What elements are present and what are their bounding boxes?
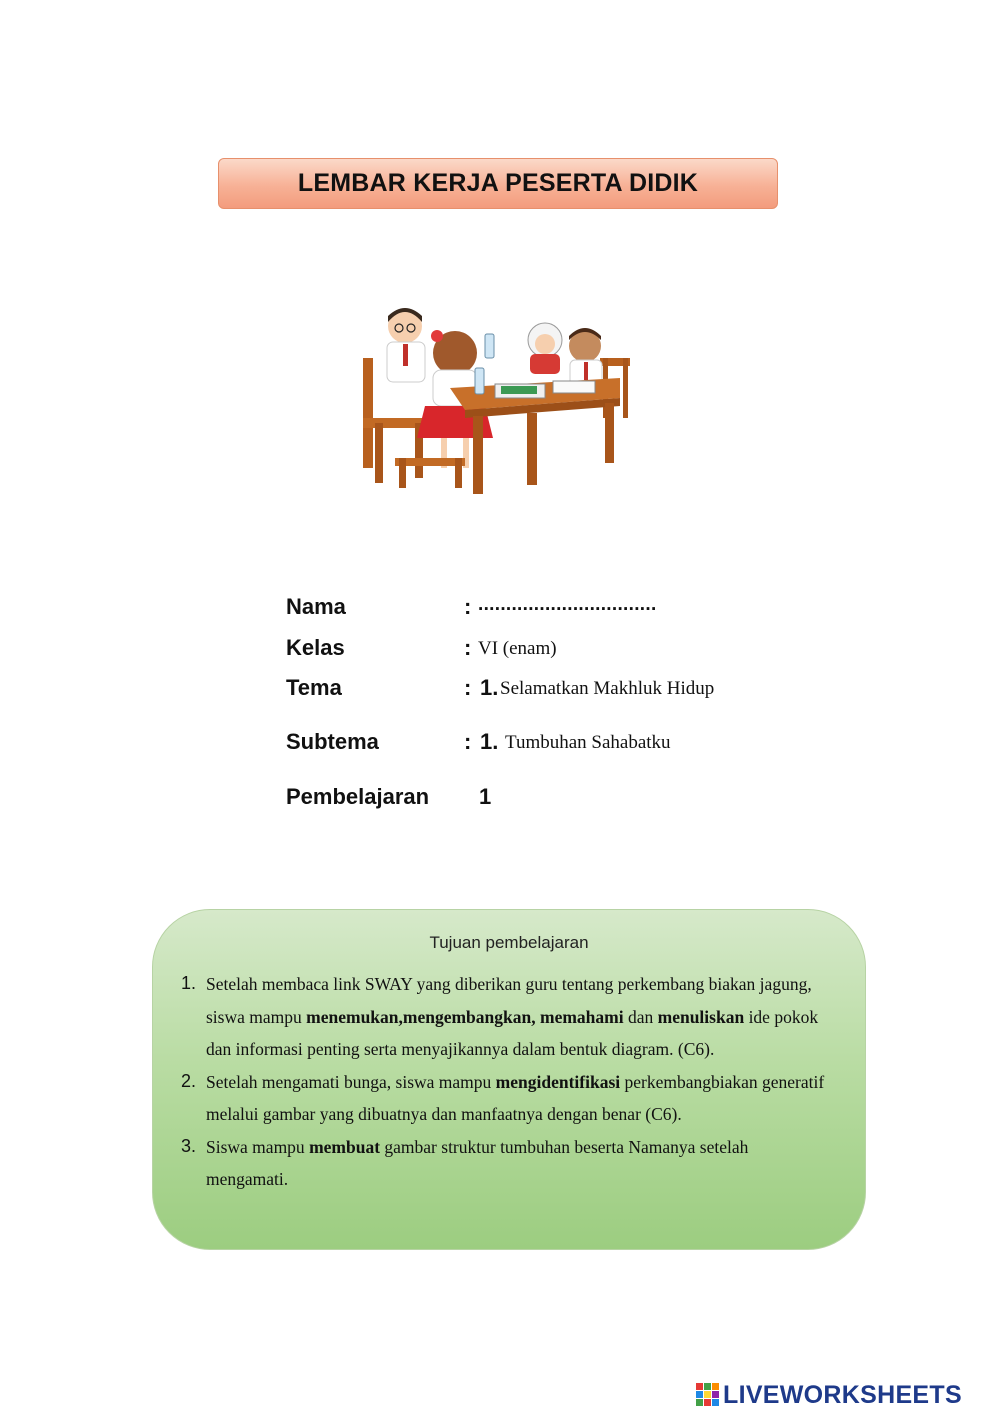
- tema-colon: :: [464, 675, 472, 700]
- learning-goal-keyword: menuliskan: [657, 1006, 745, 1027]
- pembelajaran-label: Pembelajaran: [286, 784, 430, 809]
- learning-goal-number: 3.: [181, 1135, 197, 1156]
- learning-goals-title: Tujuan pembelajaran: [429, 933, 589, 952]
- kelas-value: VI (enam): [478, 638, 557, 659]
- liveworksheets-logo-icon: [696, 1383, 720, 1407]
- learning-goal-keyword: mengidentifikasi: [495, 1071, 621, 1092]
- learning-goal-line: [206, 1072, 824, 1093]
- subtema-colon: :: [464, 729, 472, 754]
- learning-goal-text: ide pokok: [744, 1006, 819, 1027]
- info-row-pembelajaran: [286, 784, 786, 814]
- learning-goal-text: dan informasi penting serta menyajikannya dalam bentuk diagram. (C6).: [206, 1039, 715, 1059]
- tema-value: Selamatkan Makhluk Hidup: [500, 678, 715, 699]
- worksheet-title: LEMBAR KERJA PESERTA DIDIK: [297, 169, 699, 197]
- learning-goals-box: [152, 909, 866, 1250]
- learning-goal-text: Setelah membaca link SWAY yang diberikan guru tentang perkembang biakan jagung,: [206, 974, 812, 994]
- kelas-label: Kelas: [286, 635, 345, 660]
- learning-goal-keyword: menemukan,mengembangkan, memahami: [306, 1006, 624, 1027]
- info-row-kelas: [286, 635, 786, 665]
- learning-goal-text: dan: [623, 1006, 658, 1027]
- nama-label: Nama: [286, 594, 346, 619]
- subtema-label: Subtema: [286, 729, 379, 754]
- learning-goal-text: Siswa mampu: [206, 1136, 310, 1157]
- learning-goal-line: [206, 974, 812, 995]
- info-row-subtema: [286, 729, 786, 759]
- learning-goal-text: siswa mampu: [206, 1006, 307, 1027]
- nama-colon: :: [464, 594, 472, 619]
- subtema-number: 1.: [480, 729, 499, 754]
- learning-goal-number: 2.: [181, 1070, 197, 1091]
- learning-goal-line: [206, 1104, 682, 1125]
- worksheet-title-bar: [218, 158, 778, 209]
- subtema-value: Tumbuhan Sahabatku: [505, 732, 671, 753]
- kelas-colon: :: [464, 635, 472, 660]
- learning-goal-number: 1.: [181, 973, 197, 993]
- students-studying-icon: [355, 298, 640, 498]
- liveworksheets-brand-text: LIVEWORKSHEETS: [723, 1380, 962, 1409]
- nama-input-dots[interactable]: ................................: [478, 594, 657, 615]
- learning-goal-line: [206, 1137, 748, 1158]
- learning-goal-text: Setelah mengamati bunga, siswa mampu: [206, 1071, 496, 1092]
- learning-goal-text: melalui gambar yang dibuatnya dan manfaatnya dengan benar (C6).: [206, 1104, 682, 1124]
- learning-goal-line: [206, 1007, 818, 1028]
- tema-label: Tema: [286, 675, 342, 700]
- liveworksheets-logo: [696, 1380, 996, 1410]
- learning-goal-line: [206, 1039, 714, 1060]
- tema-number: 1.: [480, 675, 499, 700]
- pembelajaran-value: 1: [479, 784, 492, 809]
- info-row-tema: [286, 675, 786, 705]
- learning-goal-text: perkembangbiakan generatif: [620, 1071, 825, 1092]
- learning-goal-text: gambar struktur tumbuhan beserta Namanya setelah: [380, 1136, 749, 1157]
- info-row-nama: [286, 594, 786, 624]
- learning-goal-keyword: membuat: [309, 1136, 381, 1157]
- learning-goal-text: mengamati.: [206, 1169, 289, 1189]
- learning-goal-line: [206, 1169, 288, 1190]
